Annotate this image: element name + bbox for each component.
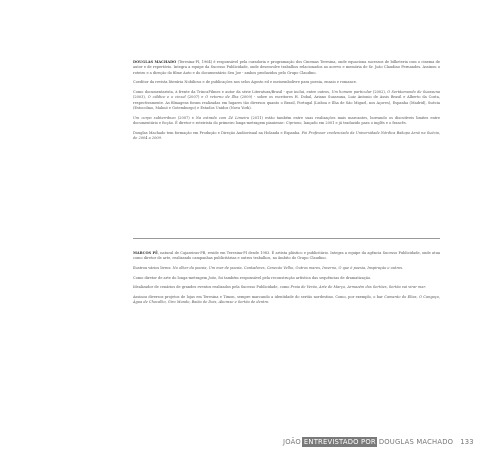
bio2-name: MARCOS PÊ <box>133 251 158 255</box>
douglas-machado-bio <box>133 60 440 146</box>
bio1-paragraph-5: Douglas Machado tem formação em Produção e Direção Audiovisual na Holanda e Espanha. Foi Professor credenciado da Universidade Nórdica Bakopo Arnö na Suécia, de 2004 a 2009. <box>133 130 440 141</box>
bio2-paragraph-1: MARCOS PÊ, natural de Cajazeiras-PB, reside em Teresina-PI desde 1983. É artista plástico e publicitário. Integra a equipe da agência Sucesso Publicidade, onde atua como diretor de arte, realizando campanhas publicitárias e outros trabalhos, no âmbito do Grupo Claudino. <box>133 251 440 261</box>
footer-title: JOÃO <box>283 438 301 446</box>
bio1-paragraph-4: Um corpo subterrâneo (2007) e Na estrada com Zé Limeira (2011) estão também entre suas realizações mais marcantes, borrando os discutíveis limites entre documentário e ficção. É diretor e roteirista do primeiro longa-metragem piauiense: Cipriano, lançado em 2001 e já traduzido para o inglês e o francês. <box>133 115 441 126</box>
page-number: 133 <box>460 438 474 446</box>
bio1-paragraph-2: Coeditor da revista literária Nobilicus e de publicações nos selos Agosto ed e meioembolivre para poesia, ensaio e romance. <box>133 80 357 85</box>
bio2-paragraph-5: Assinou diversos projetos de lojas em Teresina e Timon, sempre marcando a identidade do sertão nordestino. Como, por exemplo, o bar Camarão do Elias, O Cangaço, Água de Chocalho, Giro Mundo, Baião de Dois, Aboraxe e Sertão de dentro. <box>133 294 440 305</box>
footer-author: DOUGLAS MACHADO <box>378 438 454 446</box>
bio2-paragraph-4: Idealizador de cenários de grandes eventos realizados pela Sucesso Publicidade, como Praia de Verão, Arte de Março, Armazém dos Sertões, Sertão vai virar mar. <box>133 285 427 290</box>
running-footer <box>283 437 474 447</box>
section-divider <box>133 238 440 239</box>
bio1-paragraph-1: DOUGLAS MACHADO (Teresina-PI, 1964) é responsável pela curadoria e programação dos Cinemas Teresina, onde equaciona sucessos de bilheteria com o cinema de autor e de repertório. Integra a equipe da Sucesso Publicidade, onde desenvolve trabalhos relacionados ao acervo e memória de Sr. João Claudino Fernandes. Assinou o roteiro e a direção do filme Auto e do documentário Seu Joe - ambos produzidos pelo Grupo Claudino. <box>133 60 440 75</box>
bio1-paragraph-3: Como documentarista, à frente da TrincaFilmes e autor da série Literatura/Brasil - que inclui, entre outros, Um homem particular (2002), O Sertãomundo de Suassuna (2003), O cáldice e o cinzel (2007) e O retorno de Ilha (2009) - sobre os escritores H. Dobal, Ariano Suassuna, Luiz Antonio de Assis Brasil e Alberto da Costa, respectivamente. As filmagens foram realizadas em lugares tão diversos quanto o Brasil, Portugal (Lisboa e Ilha de São Miguel, nos Açores), Espanha (Madrid), Suécia (Estocolmo, Malmö e Gotemburgo) e Estados Unidos (Nova York). <box>133 90 440 111</box>
footer-highlight: ENTREVISTADO POR <box>303 438 376 446</box>
bio2-paragraph-2: Ilustrou vários livros: No olhar da poesia, Um mar de poesia, Cantadores, Canecão Velho, Outros mares, Inverno, O que é poesia, Inspiração e outros. <box>133 266 404 270</box>
marcos-pe-bio <box>133 251 440 310</box>
bio2-paragraph-3: Como diretor de arte do longa-metragem João, foi também responsável pela reconstrução artística das sequências de dramatização. <box>133 275 372 280</box>
bio1-name: DOUGLAS MACHADO <box>133 60 177 64</box>
